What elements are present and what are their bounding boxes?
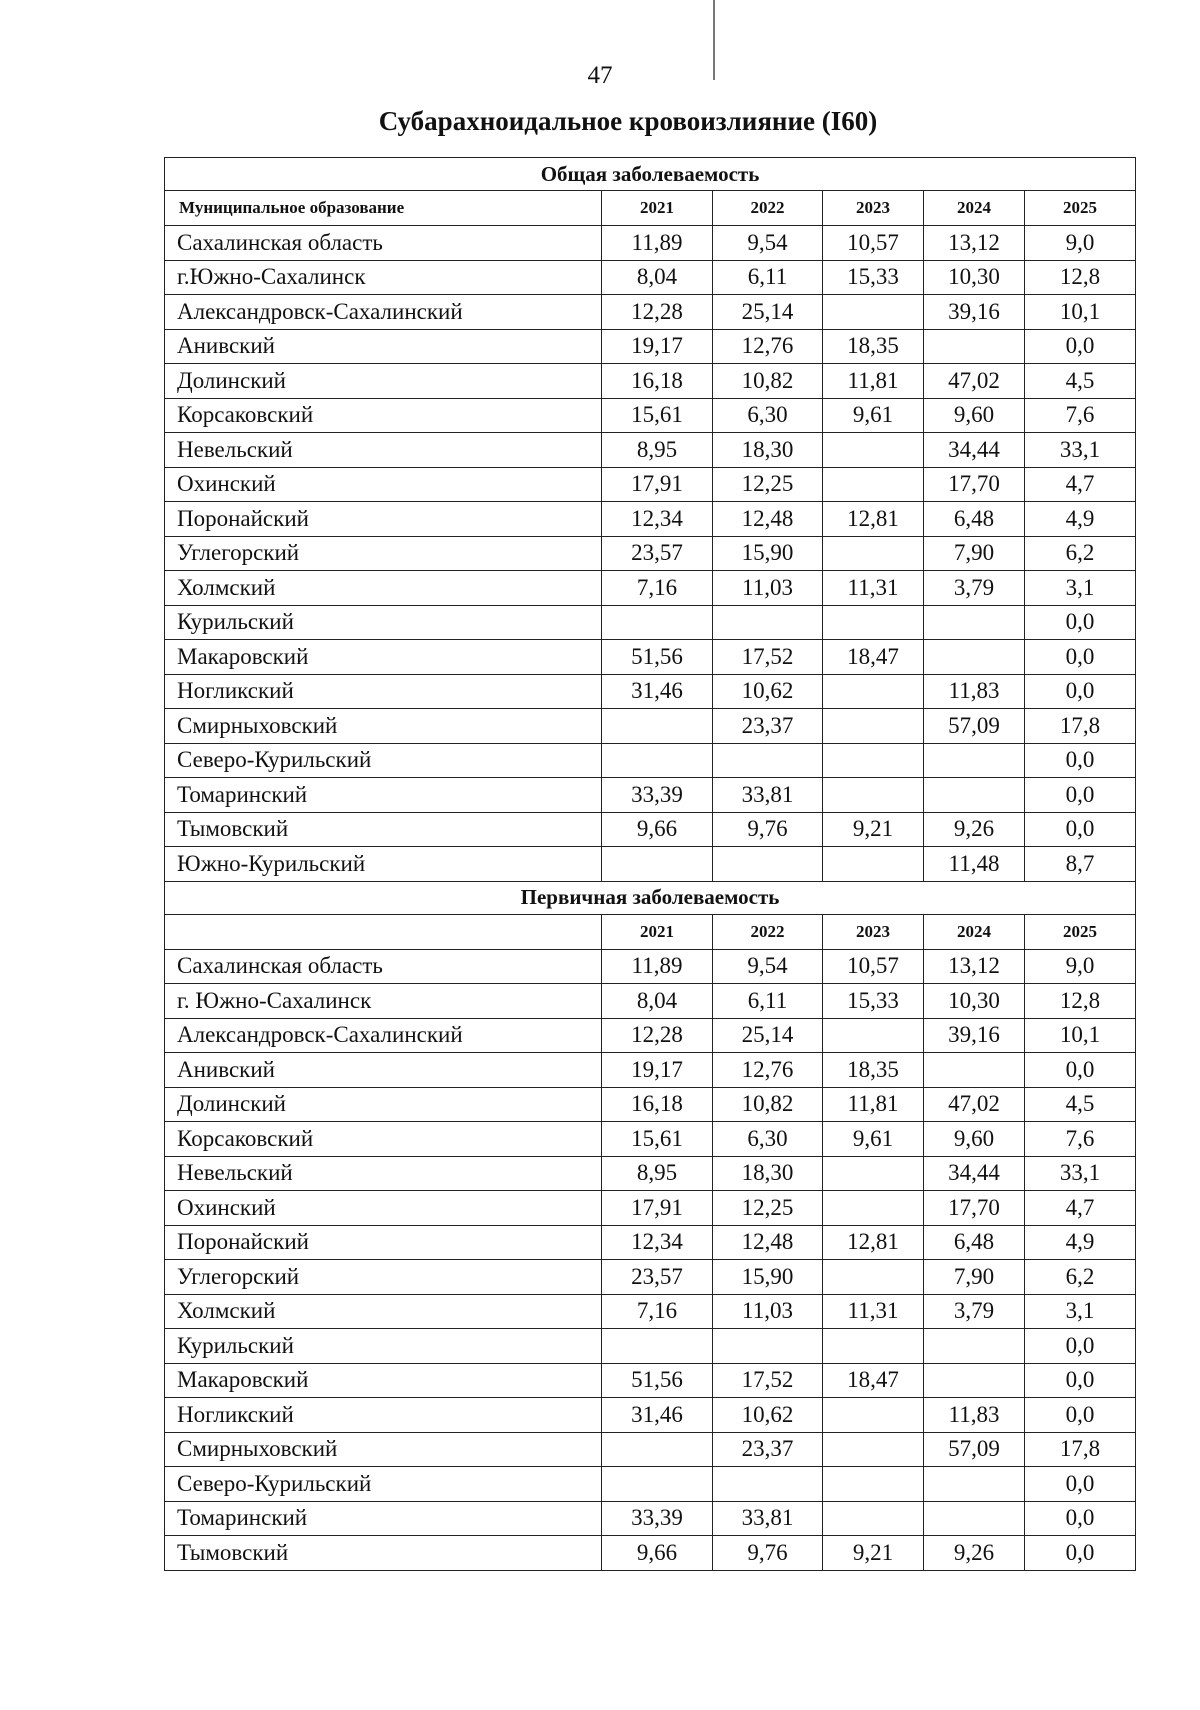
value-cell: 0,0	[1025, 812, 1136, 847]
value-cell: 11,83	[924, 1398, 1025, 1433]
table-row	[165, 1087, 1136, 1122]
column-header-municipality	[165, 914, 602, 949]
value-cell: 57,09	[924, 1432, 1025, 1467]
value-cell	[924, 1467, 1025, 1502]
column-header-year: 2022	[713, 191, 823, 226]
municipality-name: Курильский	[165, 1329, 602, 1364]
value-cell	[924, 1501, 1025, 1536]
value-cell: 33,81	[713, 1501, 823, 1536]
value-cell: 6,2	[1025, 536, 1136, 571]
value-cell: 31,46	[602, 674, 713, 709]
value-cell	[713, 743, 823, 778]
value-cell: 15,61	[602, 1122, 713, 1157]
value-cell	[924, 1363, 1025, 1398]
value-cell	[602, 709, 713, 744]
table-row	[165, 1156, 1136, 1191]
value-cell: 15,90	[713, 536, 823, 571]
value-cell: 17,70	[924, 1191, 1025, 1226]
column-header-year: 2025	[1025, 191, 1136, 226]
value-cell	[924, 329, 1025, 364]
column-header-year: 2021	[602, 191, 713, 226]
value-cell: 12,34	[602, 1225, 713, 1260]
value-cell: 10,1	[1025, 295, 1136, 330]
value-cell: 7,16	[602, 1294, 713, 1329]
value-cell	[602, 1432, 713, 1467]
value-cell	[823, 1018, 924, 1053]
value-cell	[713, 1467, 823, 1502]
table-row	[165, 1191, 1136, 1226]
table-row	[165, 398, 1136, 433]
column-header-year: 2024	[924, 191, 1025, 226]
section-title: Общая заболеваемость	[165, 158, 1136, 191]
value-cell: 0,0	[1025, 329, 1136, 364]
table-row	[165, 433, 1136, 468]
value-cell	[823, 778, 924, 813]
value-cell: 0,0	[1025, 743, 1136, 778]
municipality-name: Тымовский	[165, 1536, 602, 1571]
value-cell: 4,5	[1025, 1087, 1136, 1122]
table-row	[165, 1260, 1136, 1295]
value-cell: 0,0	[1025, 778, 1136, 813]
municipality-name: Ногликский	[165, 674, 602, 709]
value-cell: 39,16	[924, 295, 1025, 330]
table-row	[165, 778, 1136, 813]
table-row	[165, 984, 1136, 1019]
table-row	[165, 847, 1136, 882]
table-row	[165, 226, 1136, 261]
table-row	[165, 1501, 1136, 1536]
value-cell	[924, 1053, 1025, 1088]
value-cell: 11,03	[713, 571, 823, 606]
value-cell: 18,35	[823, 1053, 924, 1088]
value-cell: 17,52	[713, 1363, 823, 1398]
table-row	[165, 1432, 1136, 1467]
value-cell	[823, 1432, 924, 1467]
value-cell: 57,09	[924, 709, 1025, 744]
value-cell	[713, 605, 823, 640]
value-cell: 13,12	[924, 226, 1025, 261]
value-cell: 0,0	[1025, 674, 1136, 709]
value-cell: 17,91	[602, 1191, 713, 1226]
value-cell: 15,33	[823, 984, 924, 1019]
municipality-name: Смирныховский	[165, 1432, 602, 1467]
value-cell: 0,0	[1025, 1398, 1136, 1433]
value-cell	[823, 295, 924, 330]
municipality-name: Углегорский	[165, 536, 602, 571]
municipality-name: г. Южно-Сахалинск	[165, 984, 602, 1019]
value-cell: 11,48	[924, 847, 1025, 882]
value-cell: 12,25	[713, 1191, 823, 1226]
value-cell	[823, 1329, 924, 1364]
value-cell: 12,48	[713, 1225, 823, 1260]
value-cell: 12,25	[713, 467, 823, 502]
municipality-name: Ногликский	[165, 1398, 602, 1433]
value-cell: 10,30	[924, 260, 1025, 295]
municipality-name: Охинский	[165, 1191, 602, 1226]
value-cell: 3,1	[1025, 571, 1136, 606]
value-cell	[713, 847, 823, 882]
value-cell: 0,0	[1025, 1467, 1136, 1502]
municipality-name: Макаровский	[165, 640, 602, 675]
table-row	[165, 1467, 1136, 1502]
value-cell: 8,95	[602, 433, 713, 468]
value-cell: 0,0	[1025, 1053, 1136, 1088]
value-cell: 8,04	[602, 260, 713, 295]
column-header-year: 2022	[713, 914, 823, 949]
table-row	[165, 605, 1136, 640]
value-cell: 10,30	[924, 984, 1025, 1019]
value-cell: 23,57	[602, 536, 713, 571]
value-cell: 25,14	[713, 295, 823, 330]
value-cell: 10,62	[713, 674, 823, 709]
value-cell: 3,79	[924, 1294, 1025, 1329]
value-cell	[713, 1329, 823, 1364]
value-cell: 12,8	[1025, 260, 1136, 295]
value-cell: 18,35	[823, 329, 924, 364]
section-title: Первичная заболеваемость	[165, 881, 1136, 914]
table-row	[165, 295, 1136, 330]
table-row	[165, 640, 1136, 675]
municipality-name: Александровск-Сахалинский	[165, 295, 602, 330]
table-row	[165, 1329, 1136, 1364]
value-cell: 18,47	[823, 640, 924, 675]
value-cell	[602, 743, 713, 778]
table-row	[165, 536, 1136, 571]
value-cell: 0,0	[1025, 1329, 1136, 1364]
value-cell	[924, 743, 1025, 778]
municipality-name: Тымовский	[165, 812, 602, 847]
value-cell: 17,52	[713, 640, 823, 675]
page-number: 47	[587, 62, 613, 89]
table-row	[165, 1053, 1136, 1088]
value-cell: 12,76	[713, 329, 823, 364]
value-cell: 6,48	[924, 502, 1025, 537]
table-row	[165, 1294, 1136, 1329]
municipality-name: Долинский	[165, 1087, 602, 1122]
value-cell	[823, 1467, 924, 1502]
value-cell: 16,18	[602, 364, 713, 399]
value-cell: 0,0	[1025, 605, 1136, 640]
municipality-name: Корсаковский	[165, 398, 602, 433]
municipality-name: Макаровский	[165, 1363, 602, 1398]
value-cell: 11,89	[602, 949, 713, 984]
value-cell	[823, 709, 924, 744]
value-cell: 17,91	[602, 467, 713, 502]
value-cell: 9,26	[924, 1536, 1025, 1571]
value-cell: 17,70	[924, 467, 1025, 502]
municipality-name: Холмский	[165, 1294, 602, 1329]
value-cell	[823, 847, 924, 882]
value-cell: 10,82	[713, 364, 823, 399]
column-header-municipality: Муниципальное образование	[165, 191, 602, 226]
column-header-year: 2023	[823, 914, 924, 949]
value-cell: 34,44	[924, 1156, 1025, 1191]
value-cell: 9,21	[823, 812, 924, 847]
value-cell: 12,81	[823, 502, 924, 537]
value-cell	[924, 605, 1025, 640]
municipality-name: Холмский	[165, 571, 602, 606]
value-cell: 12,81	[823, 1225, 924, 1260]
table-row	[165, 1398, 1136, 1433]
table-row	[165, 502, 1136, 537]
municipality-name: Смирныховский	[165, 709, 602, 744]
municipality-name: Курильский	[165, 605, 602, 640]
municipality-name: Анивский	[165, 1053, 602, 1088]
column-header-year: 2025	[1025, 914, 1136, 949]
table-row	[165, 743, 1136, 778]
value-cell	[823, 467, 924, 502]
value-cell: 3,79	[924, 571, 1025, 606]
value-cell: 51,56	[602, 640, 713, 675]
value-cell: 8,04	[602, 984, 713, 1019]
section-title-row	[165, 158, 1136, 191]
value-cell	[823, 743, 924, 778]
municipality-name: Томаринский	[165, 1501, 602, 1536]
value-cell: 16,18	[602, 1087, 713, 1122]
value-cell: 0,0	[1025, 640, 1136, 675]
municipality-name: Поронайский	[165, 502, 602, 537]
value-cell: 8,7	[1025, 847, 1136, 882]
value-cell: 9,54	[713, 949, 823, 984]
table-row	[165, 364, 1136, 399]
value-cell: 11,31	[823, 1294, 924, 1329]
value-cell: 7,90	[924, 1260, 1025, 1295]
value-cell: 18,47	[823, 1363, 924, 1398]
year-header-row	[165, 914, 1136, 949]
value-cell: 9,21	[823, 1536, 924, 1571]
value-cell: 6,11	[713, 984, 823, 1019]
value-cell: 6,30	[713, 398, 823, 433]
value-cell: 4,7	[1025, 467, 1136, 502]
value-cell: 34,44	[924, 433, 1025, 468]
value-cell: 47,02	[924, 364, 1025, 399]
value-cell: 23,37	[713, 1432, 823, 1467]
table-row	[165, 949, 1136, 984]
value-cell: 11,89	[602, 226, 713, 261]
value-cell	[823, 433, 924, 468]
value-cell: 4,9	[1025, 502, 1136, 537]
value-cell: 9,26	[924, 812, 1025, 847]
table-row	[165, 1018, 1136, 1053]
table-row	[165, 1122, 1136, 1157]
municipality-name: Сахалинская область	[165, 226, 602, 261]
value-cell: 17,8	[1025, 709, 1136, 744]
value-cell	[602, 1329, 713, 1364]
value-cell: 11,81	[823, 1087, 924, 1122]
value-cell: 19,17	[602, 329, 713, 364]
morbidity-table	[164, 157, 1136, 1571]
value-cell: 9,0	[1025, 226, 1136, 261]
value-cell: 33,39	[602, 778, 713, 813]
value-cell	[602, 1467, 713, 1502]
value-cell: 11,83	[924, 674, 1025, 709]
value-cell	[924, 778, 1025, 813]
value-cell: 4,7	[1025, 1191, 1136, 1226]
value-cell: 12,34	[602, 502, 713, 537]
value-cell: 23,57	[602, 1260, 713, 1295]
value-cell: 9,0	[1025, 949, 1136, 984]
value-cell: 33,1	[1025, 1156, 1136, 1191]
value-cell: 6,2	[1025, 1260, 1136, 1295]
value-cell: 23,37	[713, 709, 823, 744]
municipality-name: Корсаковский	[165, 1122, 602, 1157]
municipality-name: Южно-Курильский	[165, 847, 602, 882]
value-cell	[823, 674, 924, 709]
table-row	[165, 1536, 1136, 1571]
table-row	[165, 467, 1136, 502]
value-cell	[823, 605, 924, 640]
table-row	[165, 812, 1136, 847]
document-title: Субарахноидальное кровоизлияние (I60)	[378, 106, 878, 136]
value-cell: 11,81	[823, 364, 924, 399]
value-cell: 12,48	[713, 502, 823, 537]
value-cell: 0,0	[1025, 1363, 1136, 1398]
value-cell	[823, 536, 924, 571]
value-cell: 6,48	[924, 1225, 1025, 1260]
value-cell: 13,12	[924, 949, 1025, 984]
value-cell: 39,16	[924, 1018, 1025, 1053]
value-cell	[924, 640, 1025, 675]
value-cell: 12,76	[713, 1053, 823, 1088]
column-header-year: 2023	[823, 191, 924, 226]
value-cell: 9,76	[713, 812, 823, 847]
value-cell: 9,66	[602, 1536, 713, 1571]
value-cell: 10,82	[713, 1087, 823, 1122]
value-cell: 11,03	[713, 1294, 823, 1329]
value-cell: 7,6	[1025, 1122, 1136, 1157]
value-cell: 15,90	[713, 1260, 823, 1295]
table-row	[165, 329, 1136, 364]
value-cell: 25,14	[713, 1018, 823, 1053]
table-row	[165, 1363, 1136, 1398]
municipality-name: Томаринский	[165, 778, 602, 813]
value-cell: 9,54	[713, 226, 823, 261]
value-cell: 7,6	[1025, 398, 1136, 433]
value-cell	[823, 1260, 924, 1295]
municipality-name: Долинский	[165, 364, 602, 399]
municipality-name: Охинский	[165, 467, 602, 502]
table-row	[165, 571, 1136, 606]
value-cell	[924, 1329, 1025, 1364]
municipality-name: Углегорский	[165, 1260, 602, 1295]
value-cell	[602, 605, 713, 640]
value-cell: 18,30	[713, 433, 823, 468]
municipality-name: г.Южно-Сахалинск	[165, 260, 602, 295]
value-cell: 33,39	[602, 1501, 713, 1536]
value-cell: 8,95	[602, 1156, 713, 1191]
municipality-name: Северо-Курильский	[165, 743, 602, 778]
value-cell	[602, 847, 713, 882]
municipality-name: Сахалинская область	[165, 949, 602, 984]
value-cell: 33,81	[713, 778, 823, 813]
value-cell: 9,61	[823, 398, 924, 433]
value-cell: 9,66	[602, 812, 713, 847]
value-cell: 10,57	[823, 949, 924, 984]
table-row	[165, 260, 1136, 295]
value-cell: 4,9	[1025, 1225, 1136, 1260]
column-header-year: 2021	[602, 914, 713, 949]
value-cell: 12,28	[602, 295, 713, 330]
municipality-name: Поронайский	[165, 1225, 602, 1260]
value-cell: 9,61	[823, 1122, 924, 1157]
value-cell: 51,56	[602, 1363, 713, 1398]
value-cell: 9,60	[924, 398, 1025, 433]
column-header-year: 2024	[924, 914, 1025, 949]
morbidity-table-body	[165, 158, 1136, 1571]
value-cell: 12,8	[1025, 984, 1136, 1019]
value-cell: 10,1	[1025, 1018, 1136, 1053]
municipality-name: Александровск-Сахалинский	[165, 1018, 602, 1053]
municipality-name: Анивский	[165, 329, 602, 364]
value-cell	[823, 1156, 924, 1191]
value-cell	[823, 1398, 924, 1433]
value-cell: 9,76	[713, 1536, 823, 1571]
table-row	[165, 674, 1136, 709]
year-header-row	[165, 191, 1136, 226]
value-cell: 47,02	[924, 1087, 1025, 1122]
table-row	[165, 709, 1136, 744]
value-cell: 10,62	[713, 1398, 823, 1433]
value-cell: 0,0	[1025, 1501, 1136, 1536]
value-cell: 0,0	[1025, 1536, 1136, 1571]
value-cell: 4,5	[1025, 364, 1136, 399]
municipality-name: Невельский	[165, 433, 602, 468]
value-cell: 6,30	[713, 1122, 823, 1157]
value-cell: 17,8	[1025, 1432, 1136, 1467]
value-cell: 7,90	[924, 536, 1025, 571]
table-row	[165, 1225, 1136, 1260]
value-cell: 12,28	[602, 1018, 713, 1053]
value-cell: 11,31	[823, 571, 924, 606]
value-cell: 7,16	[602, 571, 713, 606]
value-cell: 15,61	[602, 398, 713, 433]
value-cell: 31,46	[602, 1398, 713, 1433]
section-title-row	[165, 881, 1136, 914]
value-cell: 15,33	[823, 260, 924, 295]
value-cell	[823, 1191, 924, 1226]
municipality-name: Невельский	[165, 1156, 602, 1191]
value-cell: 3,1	[1025, 1294, 1136, 1329]
value-cell: 6,11	[713, 260, 823, 295]
value-cell: 33,1	[1025, 433, 1136, 468]
value-cell: 9,60	[924, 1122, 1025, 1157]
value-cell: 10,57	[823, 226, 924, 261]
value-cell: 18,30	[713, 1156, 823, 1191]
value-cell	[823, 1501, 924, 1536]
municipality-name: Северо-Курильский	[165, 1467, 602, 1502]
value-cell: 19,17	[602, 1053, 713, 1088]
